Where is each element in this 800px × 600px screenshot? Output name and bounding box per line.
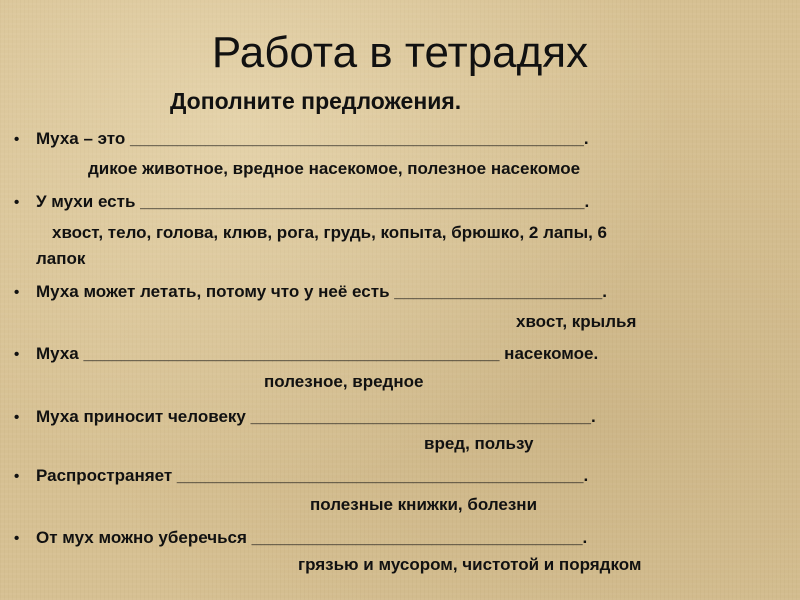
bullet-icon: • bbox=[14, 468, 20, 485]
sentence-prompt: Муха – это ________________________________________________. bbox=[36, 129, 589, 148]
sentence-prompt: Муха ____________________________________________ насекомое. bbox=[36, 344, 599, 363]
answer-options-4: полезное, вредное bbox=[264, 372, 424, 391]
sentence-item-6 bbox=[14, 464, 588, 489]
sentence-item-7 bbox=[14, 526, 587, 551]
answer-options-2-continued: лапок bbox=[36, 249, 86, 268]
sentence-item-4 bbox=[14, 342, 598, 367]
sentence-item-3 bbox=[14, 280, 607, 305]
sentence-prompt: Муха может летать, потому что у неё есть ______________________. bbox=[36, 282, 607, 301]
sentence-item-2 bbox=[14, 190, 589, 215]
bullet-icon: • bbox=[14, 346, 20, 363]
bullet-icon: • bbox=[14, 409, 20, 426]
answer-options-6: полезные книжки, болезни bbox=[310, 495, 538, 514]
sentence-prompt: Распространяет ___________________________________________. bbox=[36, 466, 589, 485]
sentence-item-5 bbox=[14, 405, 596, 430]
sentence-prompt: Муха приносит человеку ____________________________________. bbox=[36, 407, 596, 426]
answer-options-7: грязью и мусором, чистотой и порядком bbox=[298, 555, 642, 574]
answer-options-2: хвост, тело, голова, клюв, рога, грудь, копыта, брюшко, 2 лапы, 6 bbox=[52, 223, 608, 242]
slide-subtitle: Дополните предложения. bbox=[170, 88, 462, 114]
sentence-prompt: От мух можно уберечься ___________________________________. bbox=[36, 528, 588, 547]
answer-options-3: хвост, крылья bbox=[516, 312, 637, 331]
answer-options-5: вред, пользу bbox=[424, 434, 534, 453]
bullet-icon: • bbox=[14, 284, 20, 301]
answer-options-1: дикое животное, вредное насекомое, полезное насекомое bbox=[88, 159, 581, 178]
slide-title: Работа в тетрадях bbox=[211, 28, 589, 77]
bullet-icon: • bbox=[14, 530, 20, 547]
sentence-item-1 bbox=[14, 127, 589, 152]
bullet-icon: • bbox=[14, 131, 20, 148]
sentence-prompt: У мухи есть _______________________________________________. bbox=[36, 192, 590, 211]
bullet-icon: • bbox=[14, 194, 20, 211]
